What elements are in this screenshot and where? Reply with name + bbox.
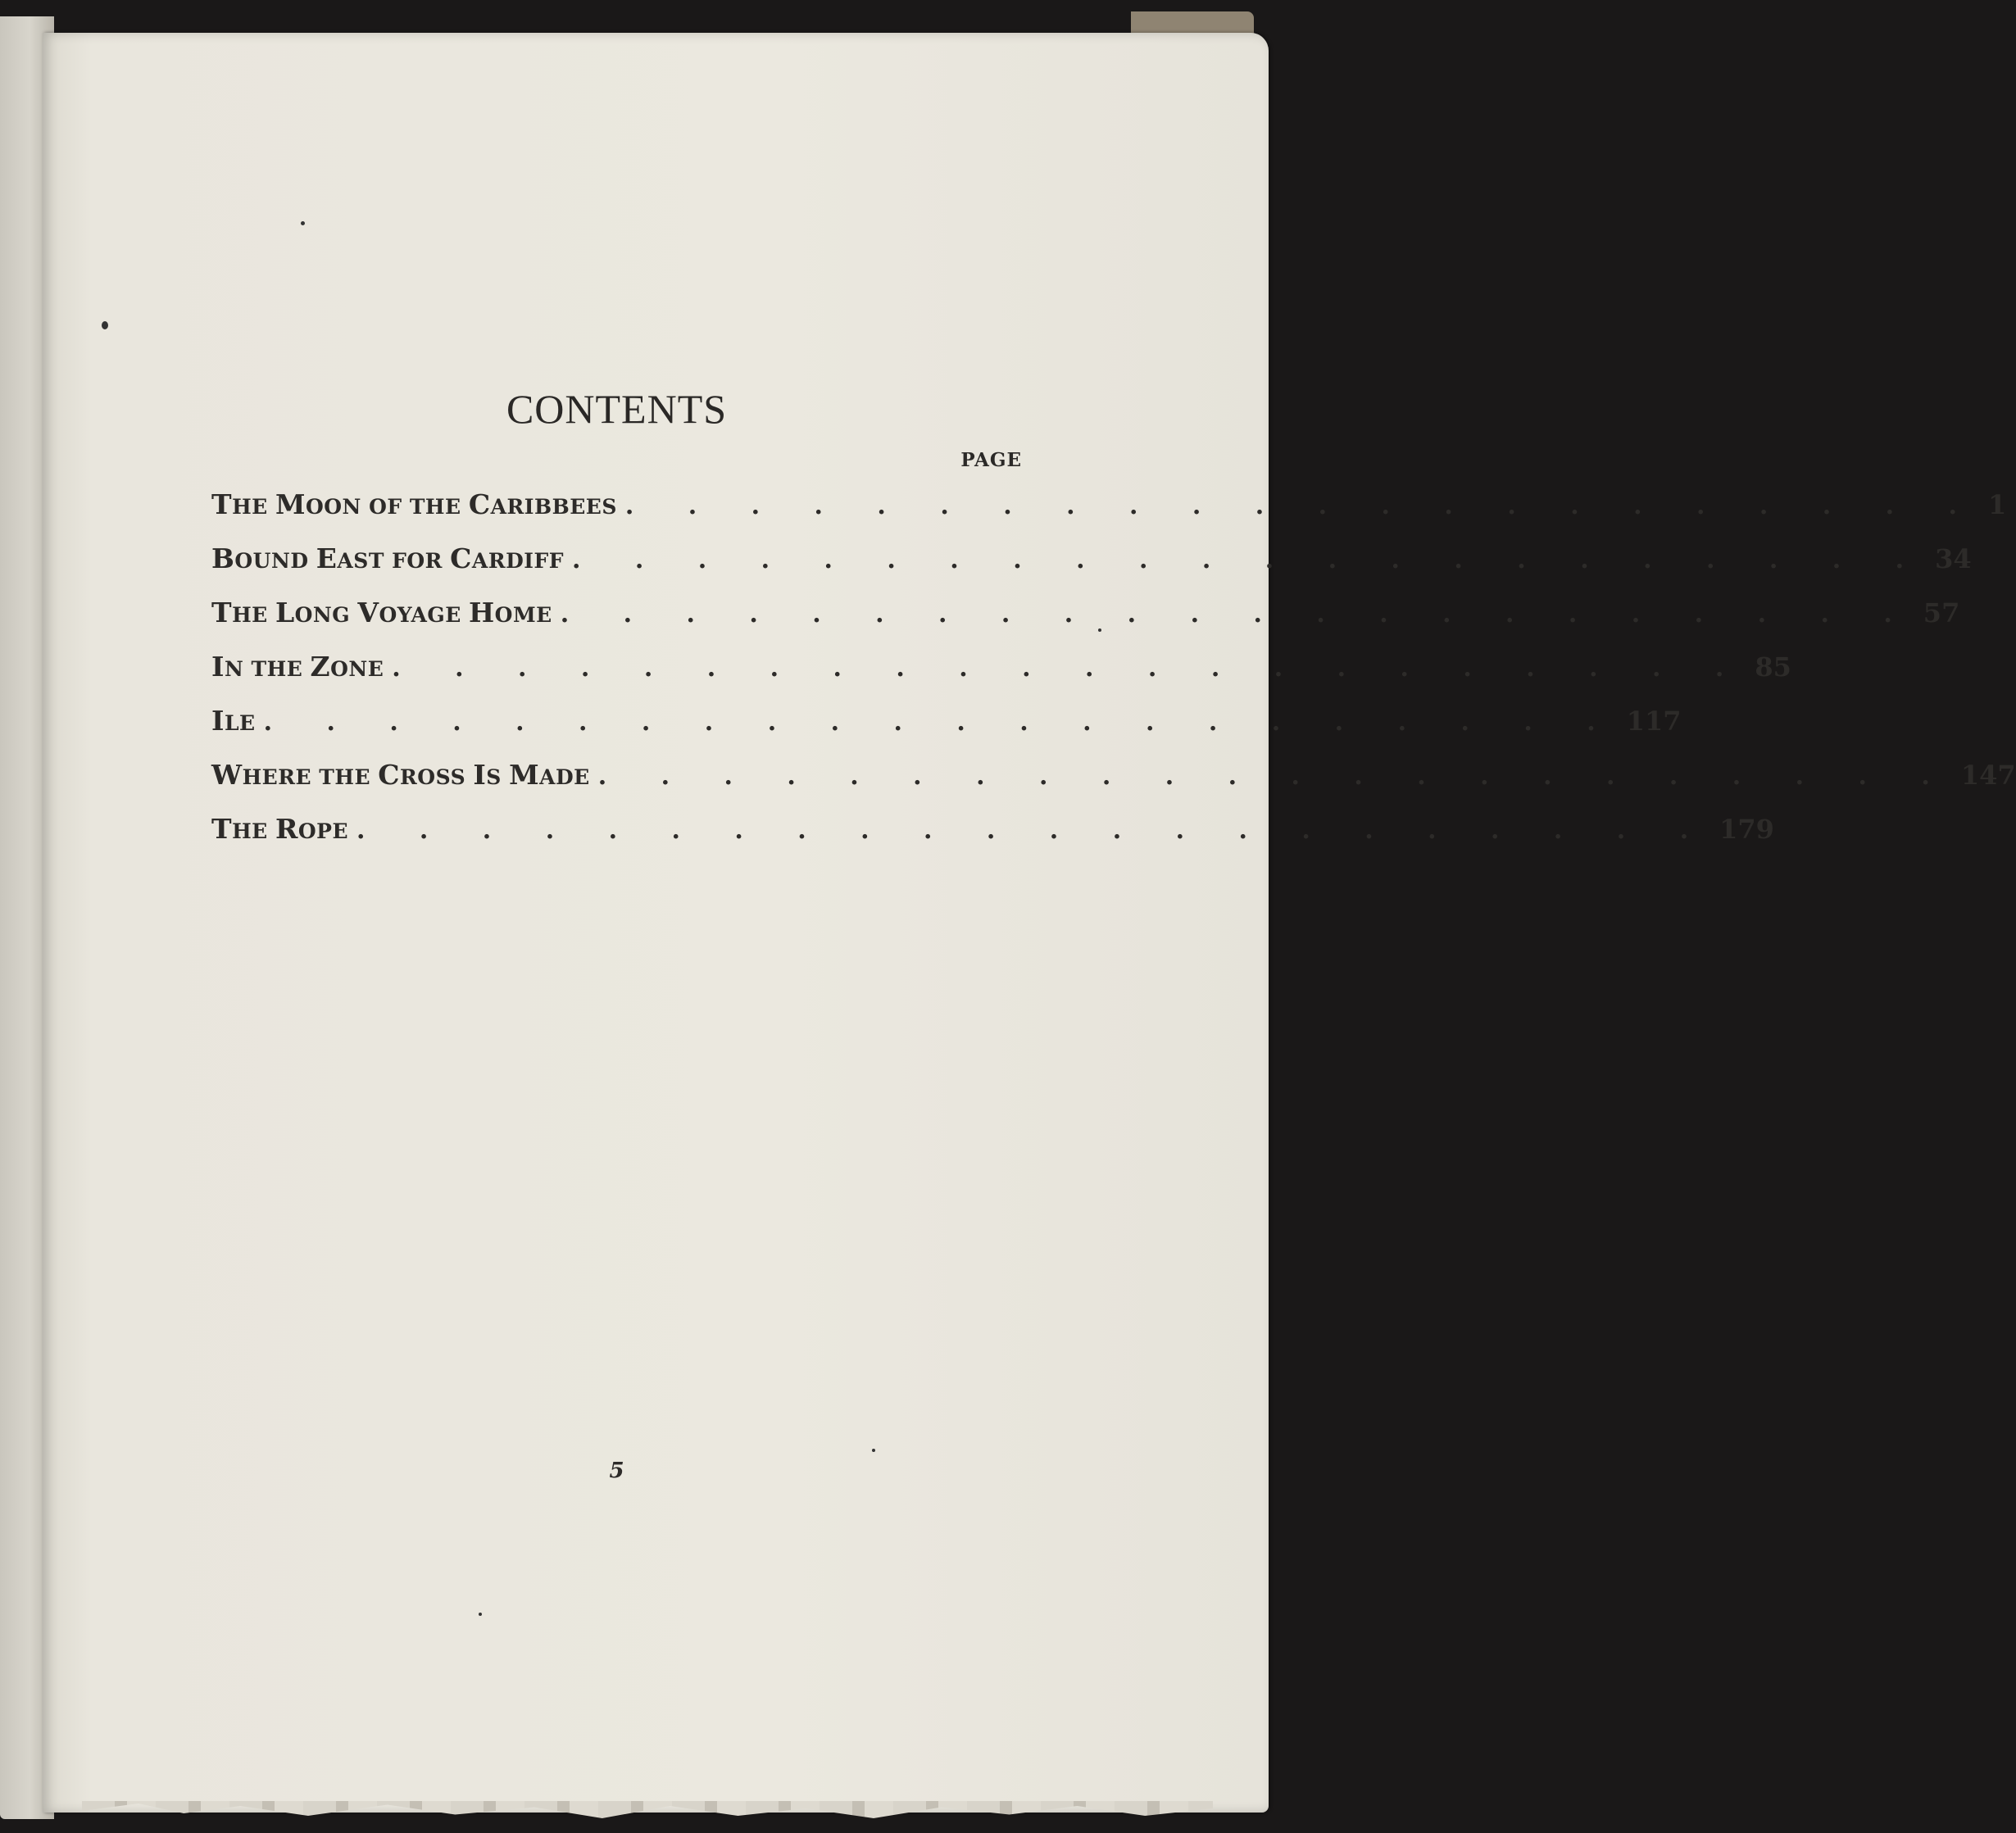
paper-speck — [1098, 628, 1101, 632]
paper-speck — [872, 1449, 875, 1452]
toc-page-number: 34 — [1935, 543, 1972, 574]
toc-entry-title: WHERE THE CROSS IS MADE — [211, 759, 590, 791]
toc-entry[interactable] — [211, 759, 2016, 813]
toc-entry-title: IN THE ZONE — [211, 651, 384, 683]
toc-entry-title: THE ROPE — [211, 813, 349, 845]
toc-entry[interactable] — [211, 542, 1972, 597]
toc-page-number: 57 — [1923, 597, 1960, 628]
toc-entry-title: THE MOON OF THE CARIBBEES — [211, 488, 617, 520]
dot-leaders: . . . . . . . . . . . . . . . . . . . . . . — [624, 492, 1980, 520]
toc-page-number: 85 — [1755, 651, 1791, 683]
toc-entry[interactable] — [211, 651, 1791, 705]
toc-entry[interactable] — [211, 597, 1960, 651]
toc-entry-title: ILE — [211, 705, 256, 737]
toc-entry[interactable] — [211, 705, 1682, 759]
paper-speck — [301, 221, 305, 225]
dot-leaders: . . . . . . . . . . . . . . . . . . . . . . — [571, 546, 1927, 574]
book-page — [43, 33, 1269, 1813]
page-title: CONTENTS — [506, 386, 728, 432]
dot-leaders: . . . . . . . . . . . . . . . . . . . . . . — [263, 708, 1619, 737]
toc-entry[interactable] — [211, 488, 2007, 542]
toc-page-number: 147 — [1960, 760, 2016, 791]
dot-leaders: . . . . . . . . . . . . . . . . . . . . . . — [597, 762, 1953, 791]
dot-leaders: . . . . . . . . . . . . . . . . . . . . . . — [356, 816, 1712, 845]
toc-page-number: 117 — [1626, 706, 1682, 737]
page-column-label: PAGE — [960, 449, 1022, 471]
paper-speck — [102, 321, 108, 329]
toc-page-number: 179 — [1719, 814, 1774, 845]
toc-entry-title: BOUND EAST FOR CARDIFF — [211, 542, 564, 574]
page-number-folio: 5 — [609, 1459, 624, 1483]
toc-entry-title: THE LONG VOYAGE HOME — [211, 597, 552, 628]
toc-entry[interactable] — [211, 813, 1774, 867]
toc-page-number: 1 — [1987, 489, 2007, 520]
torn-page-bottom-edge — [82, 1801, 1213, 1826]
dot-leaders: . . . . . . . . . . . . . . . . . . . . . . — [560, 600, 1915, 628]
table-of-contents — [211, 488, 2016, 867]
paper-speck — [479, 1613, 482, 1616]
dot-leaders: . . . . . . . . . . . . . . . . . . . . . . — [392, 654, 1747, 683]
